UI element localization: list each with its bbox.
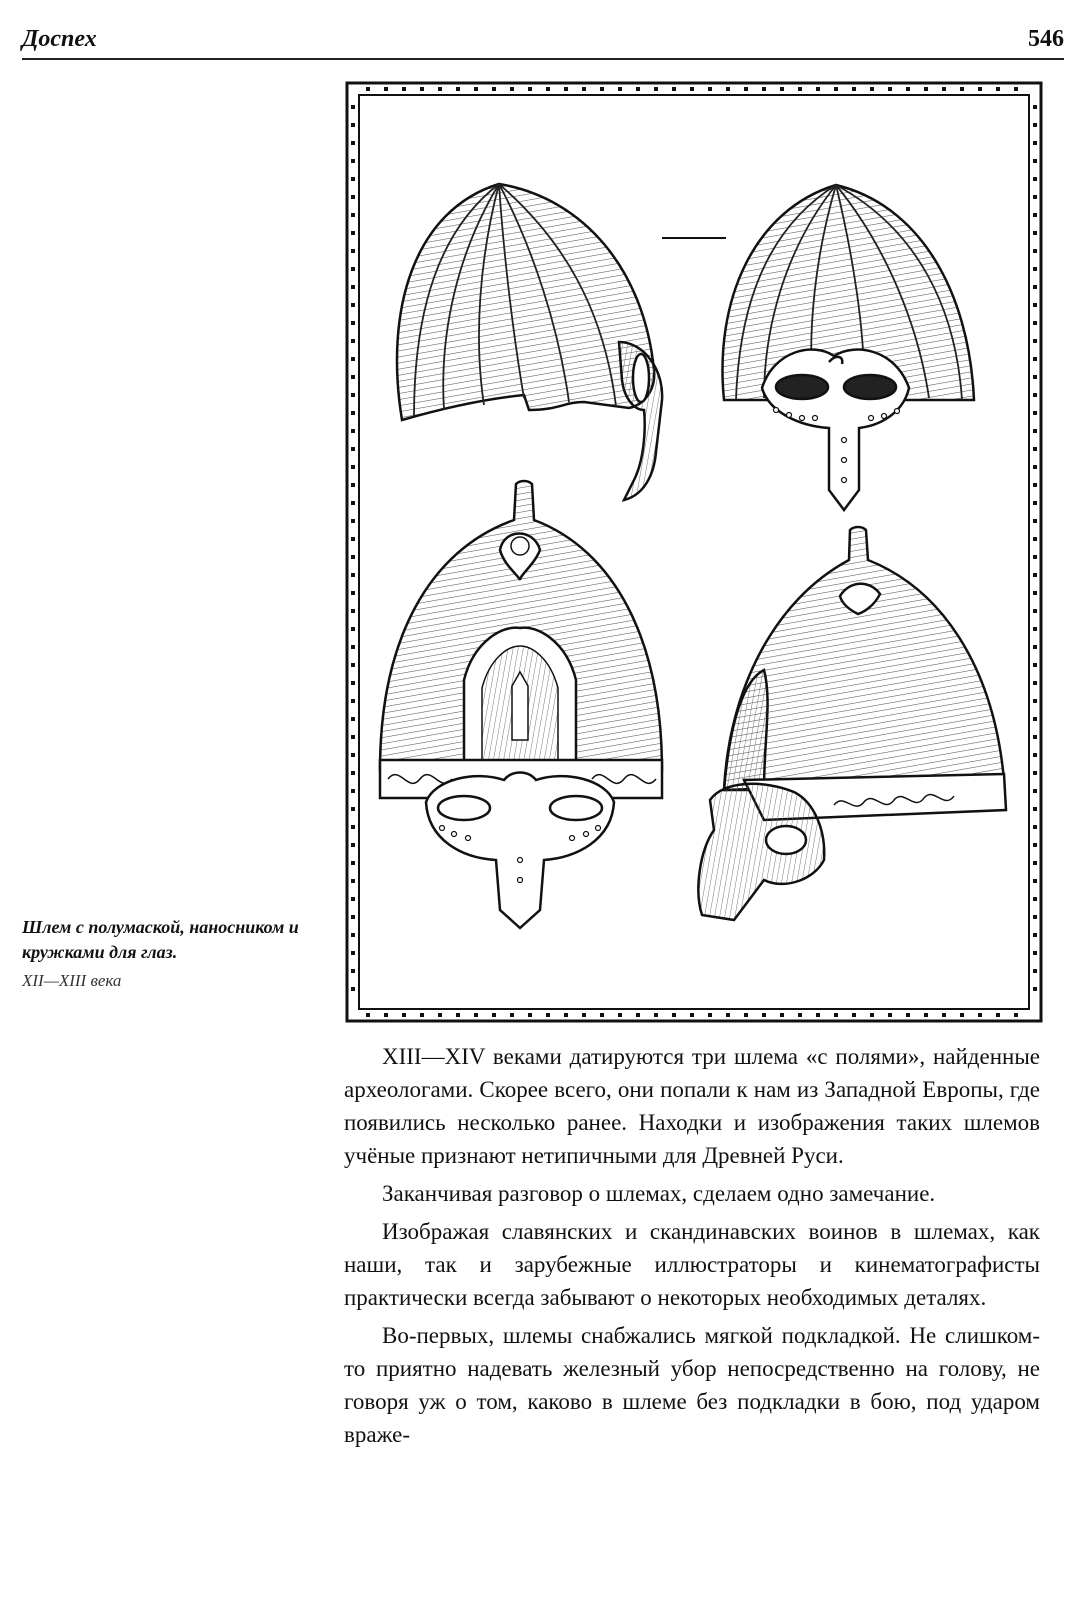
helmet-illustration — [344, 80, 1044, 1024]
figure-caption — [22, 915, 322, 991]
paragraph: Изображая славянских и скандинавских воинов в шлемах, как наши, так и зарубежные иллюстраторы и кинематографисты практически всегда забывают о некоторых необходимых деталях. — [344, 1219, 1040, 1310]
page-number: 546 — [1028, 26, 1064, 52]
caption-text: Шлем с полумаской, наносником и кружками для глаз. — [22, 917, 299, 962]
caption-date: XII—XIII века — [22, 971, 122, 990]
running-head — [22, 22, 1064, 62]
helmet-icon-mask — [380, 481, 662, 928]
helmet-profile-mask — [698, 527, 1006, 920]
helmet-ribbed-left — [397, 184, 662, 500]
paragraph: Во-первых, шлемы снабжались мягкой подкладкой. Не слишком-то приятно надевать железный убор непосредственно на голову, не говоря уж о том, каково в шлеме без подкладки в бою, под ударом враже- — [344, 1323, 1040, 1447]
header-rule — [22, 58, 1064, 60]
paragraph: XIII—XIV веками датируются три шлема «с полями», найденные археологами. Скорее всего, они попали к нам из Западной Европы, где появились несколько ранее. Находки и изображения таких шлемов учёные признают нетипичными для Древней Руси. — [344, 1044, 1040, 1168]
helmet-ribbed-mask — [722, 185, 974, 510]
paragraph: Заканчивая разговор о шлемах, сделаем одно замечание. — [382, 1181, 936, 1206]
section-title: Доспех — [22, 26, 97, 52]
body-text — [344, 1040, 1040, 1456]
